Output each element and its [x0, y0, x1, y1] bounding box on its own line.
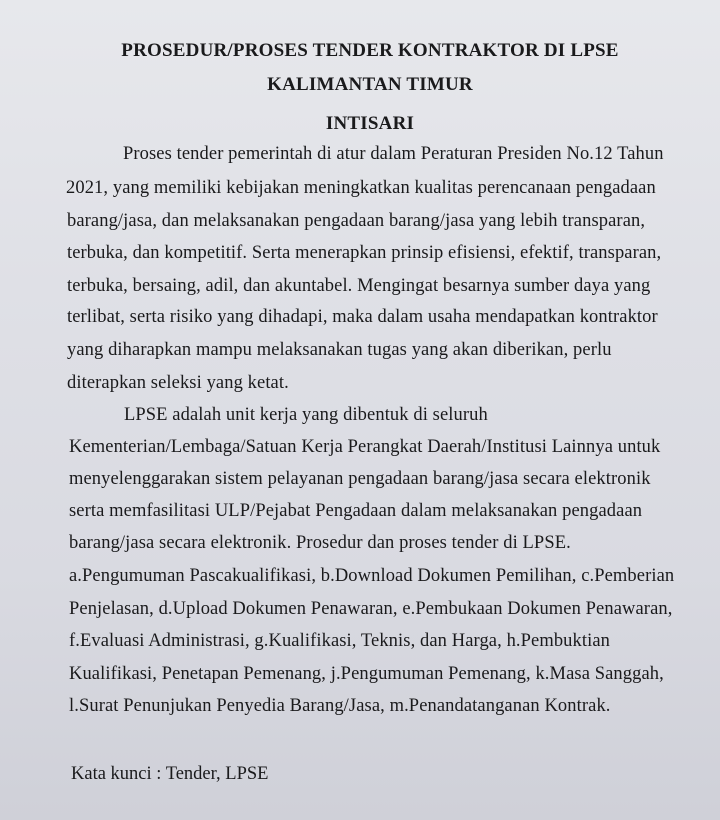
document-subtitle: KALIMANTAN TIMUR [267, 74, 473, 95]
section-heading: INTISARI [325, 113, 415, 134]
paragraph-line: terbuka, dan kompetitif. Serta menerapkan prinsip efisiensi, efektif, transparan, [67, 243, 662, 263]
paragraph-line: barang/jasa secara elektronik. Prosedur dan proses tender di LPSE. [69, 533, 571, 553]
paragraph-line: terbuka, bersaing, adil, dan akuntabel. Mengingat besarnya sumber daya yang [67, 276, 651, 296]
paragraph-line: terlibat, serta risiko yang dihadapi, maka dalam usaha mendapatkan kontraktor [67, 307, 658, 327]
list-line: Penjelasan, d.Upload Dokumen Penawaran, e.Pembukaan Dokumen Penawaran, [69, 599, 673, 619]
paragraph-line: 2021, yang memiliki kebijakan meningkatkan kualitas perencanaan pengadaan [66, 178, 656, 198]
paragraph-line: diterapkan seleksi yang ketat. [67, 373, 289, 393]
paragraph-line: LPSE adalah unit kerja yang dibentuk di seluruh [124, 405, 488, 425]
paragraph-line: Kementerian/Lembaga/Satuan Kerja Perangkat Daerah/Institusi Lainnya untuk [69, 437, 661, 457]
paragraph-line: Proses tender pemerintah di atur dalam Peraturan Presiden No.12 Tahun [123, 144, 664, 164]
list-line: f.Evaluasi Administrasi, g.Kualifikasi, Teknis, dan Harga, h.Pembuktian [69, 631, 611, 651]
list-line: a.Pengumuman Pascakualifikasi, b.Download Dokumen Pemilihan, c.Pemberian [69, 566, 675, 586]
list-line: Kualifikasi, Penetapan Pemenang, j.Pengumuman Pemenang, k.Masa Sanggah, [69, 664, 664, 684]
paragraph-line: serta memfasilitasi ULP/Pejabat Pengadaan dalam melaksanakan pengadaan [69, 501, 643, 521]
paragraph-line: yang diharapkan mampu melaksanakan tugas yang akan diberikan, perlu [67, 340, 612, 360]
keywords: Kata kunci : Tender, LPSE [71, 764, 269, 784]
paragraph-line: barang/jasa, dan melaksanakan pengadaan barang/jasa yang lebih transparan, [67, 211, 646, 231]
list-line: l.Surat Penunjukan Penyedia Barang/Jasa, m.Penandatanganan Kontrak. [69, 696, 611, 716]
document-title: PROSEDUR/PROSES TENDER KONTRAKTOR DI LPSE [121, 40, 619, 61]
paragraph-line: menyelenggarakan sistem pelayanan pengadaan barang/jasa secara elektronik [69, 469, 651, 489]
